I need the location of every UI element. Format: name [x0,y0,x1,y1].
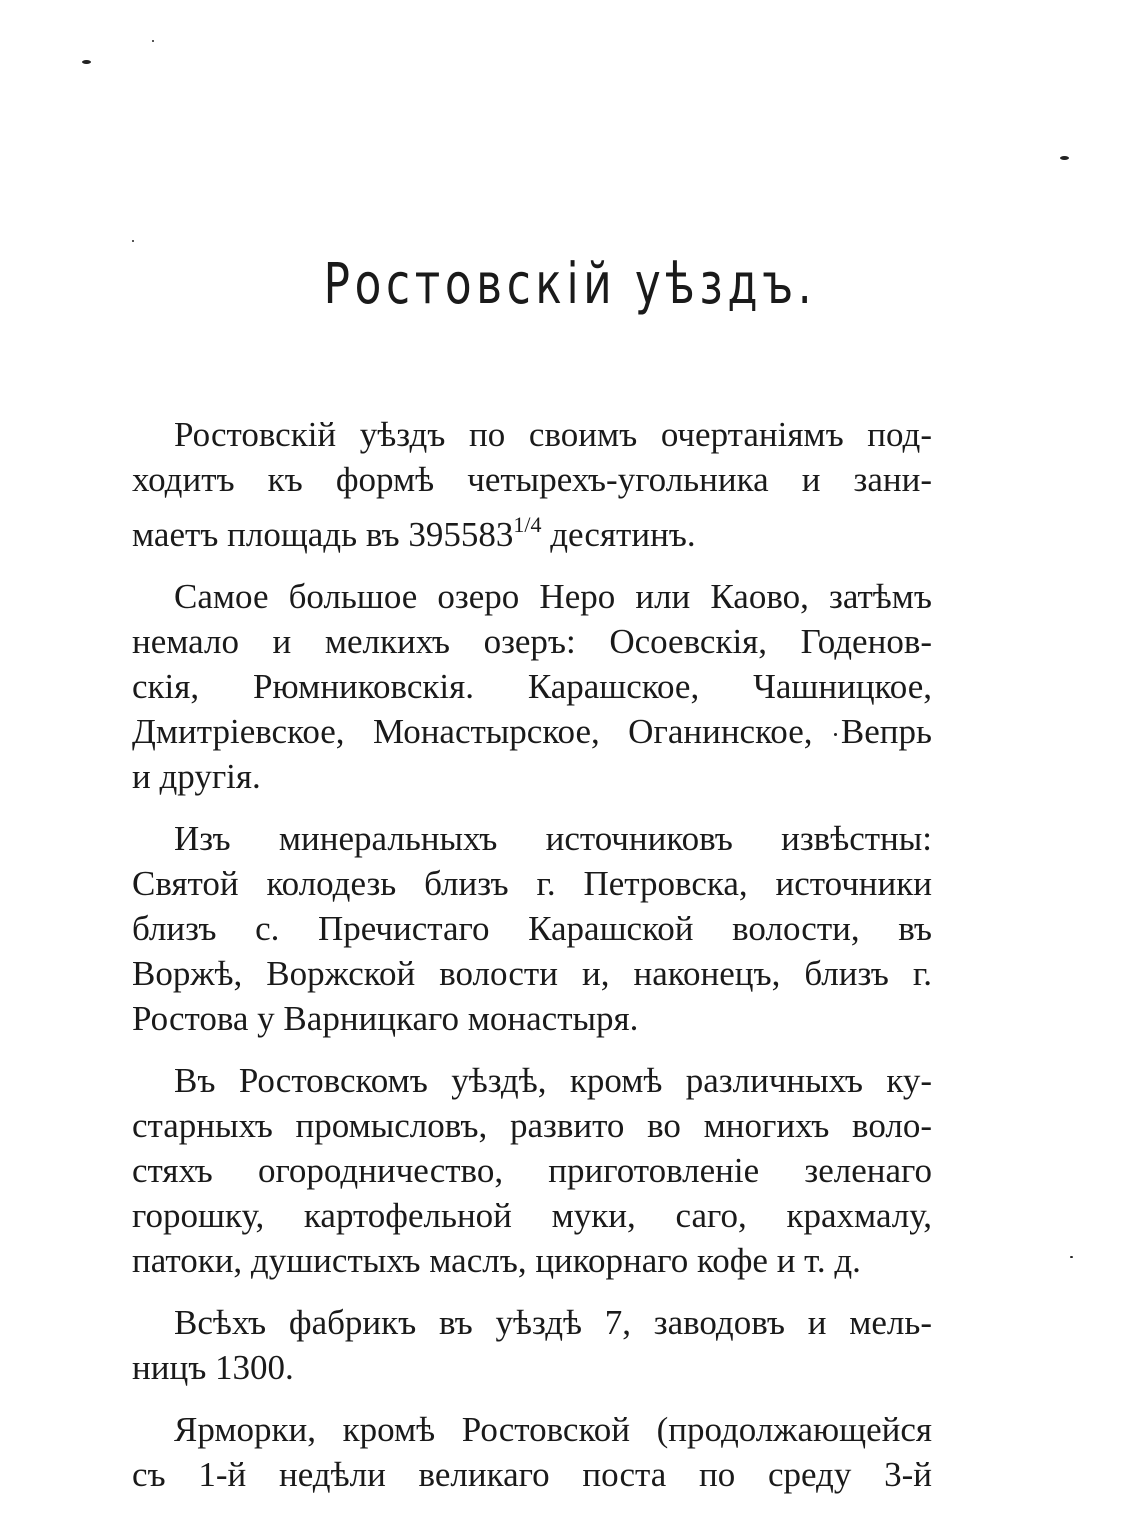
paragraph-crafts [132,1058,932,1283]
area-fraction: 1/4 [513,512,542,537]
paragraph-lakes [132,574,932,799]
area-unit: десятинъ. [550,515,696,554]
text-line: скія, Рюмниковскія. Карашское, Чашницкое, [132,667,932,706]
text-line: Всѣхъ фабрикъ въ уѣздѣ 7, заводовъ и мель- [174,1303,932,1342]
print-speck [82,60,91,64]
paragraph-springs [132,816,932,1041]
text-line: ницъ 1300. [132,1348,294,1387]
text-line: немало и мелкихъ озеръ: Осоевскія, Годенов- [132,622,932,661]
paragraph-area [132,412,932,557]
text-line: ходитъ къ формѣ четырехъ-угольника и зани- [132,460,932,499]
text-line: близъ с. Пречистаго Карашской волости, въ [132,909,932,948]
text-line: Ярморки, кромѣ Ростовской (продолжающейся [174,1410,932,1449]
text-line: Святой колодезь близъ г. Петровска, источники [132,864,932,903]
text-line: Самое большое озеро Неро или Каово, затѣмъ [174,577,932,616]
text-line: Ростова у Варницкаго монастыря. [132,999,639,1038]
body-text [132,412,932,1514]
text-line: съ 1-й недѣли великаго поста по среду 3-й [132,1455,932,1494]
text-line: Ростовскій уѣздъ по своимъ очертаніямъ под- [174,415,932,454]
text-line: стяхъ огородничество, приготовленіе зеленаго [132,1151,932,1190]
text-line: Дмитріевское, Монастырское, Оганинское, Вепрь [132,712,932,751]
text-line: Воржѣ, Воржской волости и, наконецъ, близъ г. [132,954,932,993]
text-line: патоки, душистыхъ маслъ, цикорнаго кофе и т. д. [132,1241,861,1280]
text-line: Въ Ростовскомъ уѣздѣ, кромѣ различныхъ ку- [174,1061,932,1100]
text-line: горошку, картофельной муки, саго, крахмалу, [132,1196,932,1235]
print-speck [1070,1256,1073,1258]
paragraph-fairs [132,1407,932,1497]
paragraph-factories [132,1300,932,1390]
area-value: маетъ площадь въ 395583 [132,515,514,554]
text-line-area-value [132,502,932,557]
text-line: старныхъ промысловъ, развито во многихъ воло- [132,1106,932,1145]
text-line: и другія. [132,757,261,796]
page-title: Ростовскій уѣздъ. [323,252,817,317]
print-speck [1060,156,1069,160]
print-speck [152,40,154,42]
text-line: Изъ минеральныхъ источниковъ извѣстны: [174,819,932,858]
print-speck [132,240,134,242]
